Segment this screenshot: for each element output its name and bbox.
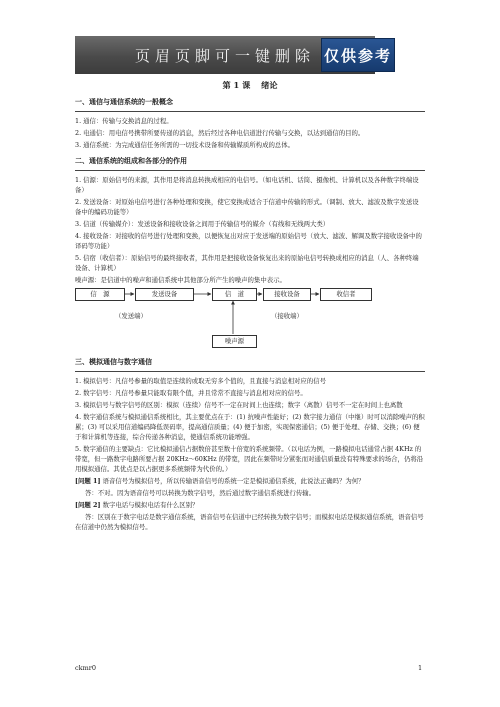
answer-1: 答：不对。因为语音信号可以转换为数字信号，然后通过数字通信系统进行传输。 bbox=[85, 489, 316, 497]
section-divider bbox=[75, 371, 425, 372]
lesson-number: 第 1 课 bbox=[222, 80, 251, 90]
paragraph: 5. 信宿（收信者）：原始信号的最终接收者，其作用是把接收设备恢复出来的原始电信号转换成相应的消息（人、各种终端设备、计算机） bbox=[75, 254, 419, 272]
paragraph: 3. 通信系统：为完成通信任务所需的一切技术设备和传输媒质所构成的总体。 bbox=[75, 141, 295, 149]
question-1-text: 语音信号为模拟信号，所以传输语音信号的系统一定是模拟通信系统，此说法正确吗？为何？ bbox=[102, 477, 365, 485]
banner-text: 页眉页脚可一键删除 bbox=[134, 46, 315, 65]
document-body bbox=[75, 80, 425, 534]
section-heading-1: 一、通信与通信系统的一般概念 bbox=[75, 97, 173, 106]
paragraph: 5. 数字通信的主要缺点：它比模拟通信占据数倍甚至数十倍宽的系统频带。（以电话为例，一路模拟电话通常占据 4KHz 的带宽，但一路数字电路所要占据 20KHz～60KHz 的带宽，因此在频带时分紧张而对通信质量没有特殊要求的场合，仍将沿用模拟通信。其优点是以占据更多系统频带为代价的。） bbox=[75, 445, 424, 473]
paragraph: 1. 模拟信号：凡信号参量的取值是连续的或取无穷多个值的，且直接与消息相对应的信号 bbox=[75, 377, 326, 385]
paragraph: 4. 接收设备：对接收的信号进行处理和变换，以便恢复出对应于发送端的原始信号（放大、滤波、解调及数字接收设备中的译码等功能） bbox=[75, 232, 422, 250]
paragraph: 3. 信道（传输媒介）：发送设备和接收设备之间用于传输信号的媒介（有线和无线两大类） bbox=[75, 220, 330, 228]
question-2-text: 数字电话与模拟电话有什么区别？ bbox=[102, 501, 199, 509]
reference-tag-text: 仅供参考 bbox=[323, 46, 392, 65]
paragraph: 2. 电通信：用电信号携带所要传递的消息，然后经过各种电信道进行传输与交换，以达到通信的目的。 bbox=[75, 129, 365, 137]
page-title bbox=[75, 80, 425, 91]
diagram-box-noise: 噪声源 bbox=[212, 335, 257, 348]
section-heading-3: 三、模拟通信与数字通信 bbox=[75, 357, 152, 366]
communication-system-diagram bbox=[75, 287, 425, 351]
lesson-name: 绪论 bbox=[261, 80, 278, 90]
page-number: 1 bbox=[418, 664, 423, 672]
paragraph: 3. 模拟信号与数字信号的区别：模拟（连续）信号不一定在时间上也连续；数字（离散）信号不一定在时间上也离散 bbox=[75, 401, 403, 409]
paragraph: 1. 信源：原始信号的来源，其作用是将消息转换成相应的电信号。（如电话机、话筒、摄像机、计算机以及各种数字终端设备） bbox=[75, 176, 419, 194]
paragraph: 2. 发送设备：对原始电信号进行各种处理和变换，使它变换成适合于信道中传输的形式。（调制、放大、滤波及数字发送设备中的编码功能等） bbox=[75, 198, 419, 216]
paragraph: 噪声源：是信道中的噪声和通信系统中其他部分所产生的噪声的集中表示。 bbox=[75, 276, 286, 284]
diagram-box-transmitter: 发送设备 bbox=[135, 288, 194, 301]
diagram-label-receive-side: （接收端） bbox=[271, 312, 303, 320]
section-divider bbox=[75, 170, 425, 171]
footer-code: ckmr0 bbox=[75, 664, 96, 672]
question-2 bbox=[75, 500, 425, 510]
section-heading-2: 二、通信系统的组成和各部分的作用 bbox=[75, 156, 187, 165]
paragraph: 4. 数字通信系统与模拟通信系统相比，其主要优点在于：(1) 抗噪声性能好；(2) 数字接力通信（中继）时可以消除噪声的积累；(3) 可以采用信道编码降低误码率，提高通信质量；(4) 便于加密，实现保密通信；(5) 便于处理、存储、交换；(6) 便于和计算机等连接，综合传递各种消息，使通信系统功能增强。 bbox=[75, 413, 425, 441]
diagram-box-sink: 收信者 bbox=[320, 288, 372, 301]
question-2-label: [问题 2] bbox=[75, 501, 101, 509]
question-1 bbox=[75, 476, 425, 486]
diagram-box-receiver: 接收设备 bbox=[263, 288, 311, 301]
section-divider bbox=[75, 111, 425, 112]
diagram-label-send-side: （发送端） bbox=[115, 312, 147, 320]
paragraph: 1. 通信：传输与交换消息的过程。 bbox=[75, 117, 173, 125]
diagram-box-source: 信 源 bbox=[75, 288, 125, 301]
answer-2: 答：区别在于数字电话是数字通信系统，语音信号在信道中已经转换为数字信号；而模拟电话是模拟通信系统，语音信号在信道中仍然为模拟信号。 bbox=[75, 513, 424, 531]
diagram-box-channel: 信 道 bbox=[212, 288, 257, 301]
question-1-label: [问题 1] bbox=[75, 477, 101, 485]
reference-tag bbox=[321, 38, 395, 72]
paragraph: 2. 数字信号：凡信号参量只能取有限个值，并且常常不直接与消息相对应的信号。 bbox=[75, 389, 307, 397]
